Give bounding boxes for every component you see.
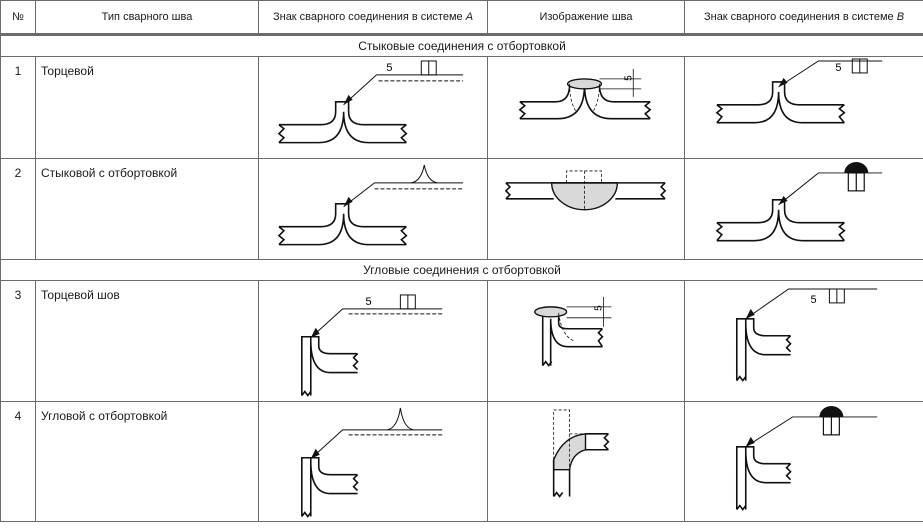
sign-a-drawing — [259, 402, 487, 521]
header-sign-a-label: Знак сварного соединения в системе — [272, 11, 466, 23]
sign-b-drawing — [685, 57, 923, 158]
weld-image-drawing — [488, 281, 684, 400]
weld-image-drawing — [488, 57, 684, 157]
sign-b-cell — [685, 158, 923, 260]
image-cell — [488, 158, 685, 260]
weld-image-drawing — [488, 159, 684, 259]
table-row — [1, 158, 923, 260]
table-row — [1, 57, 923, 159]
header-sign-a — [259, 1, 488, 35]
sign-b-dimension: 5 — [810, 294, 817, 307]
sign-a-cell — [259, 57, 488, 159]
table-row — [1, 281, 923, 401]
header-type — [36, 1, 259, 35]
weld-dimension-label: 5 — [593, 305, 605, 311]
sign-b-drawing — [685, 402, 923, 521]
sign-a-cell — [259, 281, 488, 401]
row-type: Стыковой с отбортовкой — [36, 158, 259, 260]
sign-a-cell — [259, 401, 488, 521]
sign-b-cell — [685, 281, 923, 401]
sign-a-drawing — [259, 281, 487, 400]
row-number: 2 — [1, 158, 36, 260]
header-sign-a-letter: A — [465, 11, 474, 23]
row-type: Торцевой шов — [36, 281, 259, 401]
sign-b-cell — [685, 57, 923, 159]
image-cell — [488, 281, 685, 401]
sign-a-drawing — [259, 159, 487, 260]
table-row — [1, 401, 923, 521]
weld-dimension-label: 5 — [623, 75, 635, 81]
sign-b-cell — [685, 401, 923, 521]
section-row — [1, 36, 923, 57]
table-header-row — [1, 1, 923, 35]
row-number: 4 — [1, 401, 36, 521]
header-sign-b-letter: B — [896, 11, 905, 23]
dimension-label: 5 — [386, 61, 393, 74]
row-number: 1 — [1, 57, 36, 159]
header-num-label: № — [12, 11, 24, 23]
row-type: Торцевой — [36, 57, 259, 159]
sign-a-cell — [259, 158, 488, 260]
row-number: 3 — [1, 281, 36, 401]
header-sign-b — [685, 1, 923, 35]
image-cell — [488, 57, 685, 159]
sign-b-drawing — [685, 281, 923, 400]
sign-b-drawing — [685, 159, 923, 260]
sign-b-dimension: 5 — [835, 61, 842, 74]
header-image-label: Изображение шва — [539, 11, 633, 23]
header-image — [488, 1, 685, 35]
section-title: Угловые соединения с отбортовкой — [1, 260, 923, 281]
row-type: Угловой с отбортовкой — [36, 401, 259, 521]
section-title: Стыковые соединения с отбортовкой — [1, 36, 923, 57]
section-row — [1, 260, 923, 281]
header-sign-b-label: Знак сварного соединения в системе — [703, 11, 897, 23]
header-num — [1, 1, 36, 35]
weld-image-drawing — [488, 402, 684, 521]
header-type-label: Тип сварного шва — [101, 11, 193, 23]
sign-a-drawing — [259, 57, 487, 158]
dimension-label: 5 — [365, 296, 372, 309]
image-cell — [488, 401, 685, 521]
